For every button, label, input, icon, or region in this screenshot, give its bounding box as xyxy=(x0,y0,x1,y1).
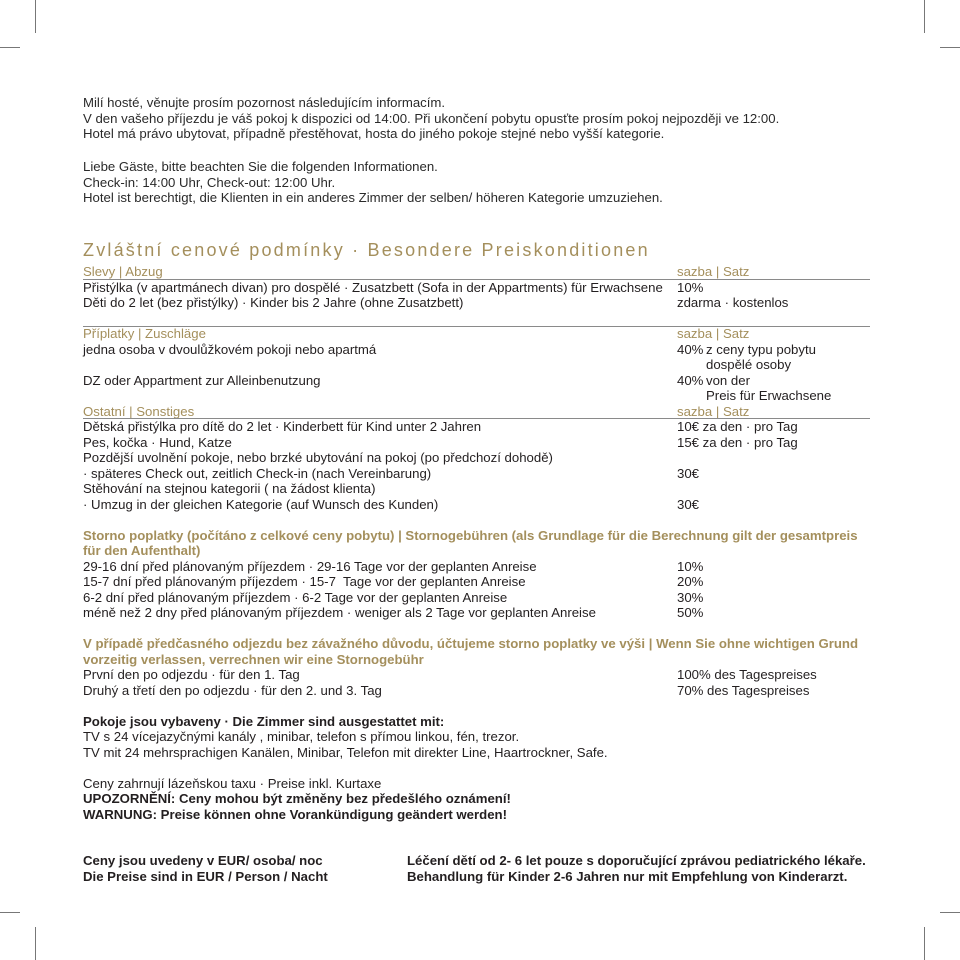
other-title: Ostatní | Sonstiges xyxy=(83,403,195,419)
item-label: Přistýlka (v apartmánech divan) pro dospělé · Zusatzbett (Sofa in der Appartments) für Erwachsene xyxy=(83,279,663,295)
spa-tax-note: Ceny zahrnují lázeňskou taxu · Preise inkl. Kurtaxe xyxy=(83,775,382,791)
price-conditions xyxy=(83,264,870,884)
early-departure-title: V případě předčasného odjezdu bez závažného důvodu, účtujeme storno poplatky ve výši | Wenn Sie ohne wichtigen Grund vorzeitig verlassen, verrechnen wir eine Stornogebühr xyxy=(83,636,859,667)
table-row xyxy=(83,280,870,296)
item-label: jedna osoba v dvoulůžkovém pokoji nebo apartmá xyxy=(83,341,377,357)
children-note-de: Behandlung für Kinder 2-6 Jahren nur mit Empfehlung von Kinderarzt. xyxy=(407,868,848,884)
footer-prices xyxy=(83,853,407,884)
rate-value xyxy=(677,342,816,358)
rate-value: 20% xyxy=(677,574,704,589)
discounts-header xyxy=(83,264,870,280)
intro-line-de: Check-in: 14:00 Uhr, Check-out: 12:00 Uhr. xyxy=(83,174,336,190)
table-row xyxy=(83,683,870,699)
intro-block xyxy=(83,95,779,206)
footer-notes xyxy=(83,853,870,884)
rate-column-label: sazba | Satz xyxy=(677,326,750,341)
item-empty xyxy=(83,388,677,404)
surcharges-title: Příplatky | Zuschläge xyxy=(83,326,206,341)
item-label: 6-2 dní před plánovaným příjezdem · 6-2 Tage vor der geplanten Anreise xyxy=(83,589,508,605)
table-row xyxy=(83,481,870,497)
table-row-continued xyxy=(83,357,870,373)
rate-value: 30€ xyxy=(677,465,700,481)
intro-line-de: Hotel ist berechtigt, die Klienten in ein anderes Zimmer der selben/ höheren Kategorie umzuziehen. xyxy=(83,190,663,205)
table-row xyxy=(83,342,870,358)
crop-mark xyxy=(35,0,36,33)
rate-value: 30€ xyxy=(677,496,700,512)
item-label: 29-16 dní před plánovaným příjezdem · 29-16 Tage vor der geplanten Anreise xyxy=(83,558,537,574)
other-header xyxy=(83,404,870,420)
section-heading: Zvláštní cenové podmínky · Besondere Preiskonditionen xyxy=(83,240,650,260)
item-label: Dětská přistýlka pro dítě do 2 let · Kinderbett für Kind unter 2 Jahren xyxy=(83,419,482,434)
discounts-title: Slevy | Abzug xyxy=(83,264,163,279)
rate-value: 100% des Tagespreises xyxy=(677,667,817,682)
room-equipment-title: Pokoje jsou vybaveny · Die Zimmer sind ausgestattet mit: xyxy=(83,713,445,729)
crop-mark xyxy=(940,912,960,913)
intro-line-cz: Hotel má právo ubytovat, případně přestěhovat, hosta do jiného pokoje stejné nebo vyšší kategorie. xyxy=(83,126,665,141)
item-label: 15-7 dní před plánovaným příjezdem · 15-7 Tage vor der geplanten Anreise xyxy=(83,574,526,589)
room-equipment-line: TV mit 24 mehrsprachigen Kanälen, Minibar, Telefon mit direkter Line, Haartrockner, Safe. xyxy=(83,744,608,760)
crop-mark xyxy=(924,0,925,33)
rate-value: zdarma · kostenlos xyxy=(677,295,789,310)
rate-column-label: sazba | Satz xyxy=(677,264,750,279)
rate-value: 70% des Tagespreises xyxy=(677,682,810,698)
table-row xyxy=(83,497,870,513)
crop-mark xyxy=(940,47,960,48)
table-row xyxy=(83,590,870,606)
rate-percent: 40% xyxy=(677,341,704,357)
intro-line-de: Liebe Gäste, bitte beachten Sie die folgenden Informationen. xyxy=(83,159,438,174)
item-label: Stěhování na stejnou kategorii ( na žádost klienta) xyxy=(83,481,376,496)
warning-cz: UPOZORNĚNÍ: Ceny mohou být změněny bez předešlého oznámení! xyxy=(83,791,511,806)
item-label: · Umzug in der gleichen Kategorie (auf Wunsch des Kunden) xyxy=(83,496,439,512)
warning-de: WARNUNG: Preise können ohne Vorankündigung geändert werden! xyxy=(83,806,507,822)
rate-value: 50% xyxy=(677,605,704,620)
table-row xyxy=(83,419,870,435)
rate-percent: 40% xyxy=(677,372,704,388)
prices-note-de: Die Preise sind in EUR / Person / Nacht xyxy=(83,868,328,884)
crop-mark xyxy=(924,927,925,960)
item-label: Druhý a třetí den po odjezdu · für den 2. und 3. Tag xyxy=(83,682,382,698)
rate-column-label: sazba | Satz xyxy=(677,403,750,419)
cancellation-title: Storno poplatky (počítáno z celkové ceny pobytu) | Stornogebühren (als Grundlage für die Berechnung gilt der gesamtpreis für den Aufenthalt) xyxy=(83,527,858,558)
table-row xyxy=(83,466,870,482)
item-label: První den po odjezdu · für den 1. Tag xyxy=(83,667,300,682)
table-row xyxy=(83,450,870,466)
item-empty xyxy=(83,357,677,373)
item-label: méně než 2 dny před plánovaným příjezdem · weniger als 2 Tage vor geplanten Anreise xyxy=(83,605,596,620)
rate-value: 30% xyxy=(677,589,704,605)
table-row xyxy=(83,667,870,683)
intro-line-cz: Milí hosté, věnujte prosím pozornost následujícím informacím. xyxy=(83,95,446,110)
prices-note-cz: Ceny jsou uvedeny v EUR/ osoba/ noc xyxy=(83,853,323,868)
item-label: Děti do 2 let (bez přistýlky) · Kinder bis 2 Jahre (ohne Zusatzbett) xyxy=(83,295,464,310)
rate-value: 10% xyxy=(677,279,704,295)
rate-value xyxy=(677,373,750,389)
rate-basis: Preis für Erwachsene xyxy=(706,388,832,403)
rate-basis: z ceny typu pobytu xyxy=(706,341,816,357)
item-label: Pozdější uvolnění pokoje, nebo brzké ubytování na pokoj (po předchozí dohodě) xyxy=(83,450,553,465)
item-label: · späteres Check out, zeitlich Check-in (nach Vereinbarung) xyxy=(83,465,432,481)
room-equipment-line: TV s 24 vícejazyčnými kanály , minibar, telefon s přímou linkou, fén, trezor. xyxy=(83,729,520,744)
table-row xyxy=(83,574,870,590)
table-row xyxy=(83,435,870,451)
table-row xyxy=(83,295,870,311)
rate-value: 10€ za den · pro Tag xyxy=(677,419,798,434)
rate-value: 10% xyxy=(677,558,704,574)
children-note-cz: Léčení dětí od 2- 6 let pouze s doporučující zprávou pediatrického lékaře. xyxy=(407,853,866,868)
crop-mark xyxy=(35,927,36,960)
rate-value: 15€ za den · pro Tag xyxy=(677,434,798,450)
crop-mark xyxy=(0,912,20,913)
surcharges-header xyxy=(83,326,870,342)
rate-basis: dospělé osoby xyxy=(706,357,792,372)
item-label: DZ oder Appartment zur Alleinbenutzung xyxy=(83,372,321,388)
table-row-continued xyxy=(83,388,870,404)
intro-line-cz: V den vašeho příjezdu je váš pokoj k dispozici od 14:00. Při ukončení pobytu opusťte prosím pokoj nejpozději ve 12:00. xyxy=(83,110,780,126)
item-label: Pes, kočka · Hund, Katze xyxy=(83,434,232,450)
table-row xyxy=(83,373,870,389)
rate-basis: von der xyxy=(706,372,750,388)
table-row xyxy=(83,559,870,575)
crop-mark xyxy=(0,47,20,48)
footer-children xyxy=(407,853,866,884)
table-row xyxy=(83,605,870,621)
